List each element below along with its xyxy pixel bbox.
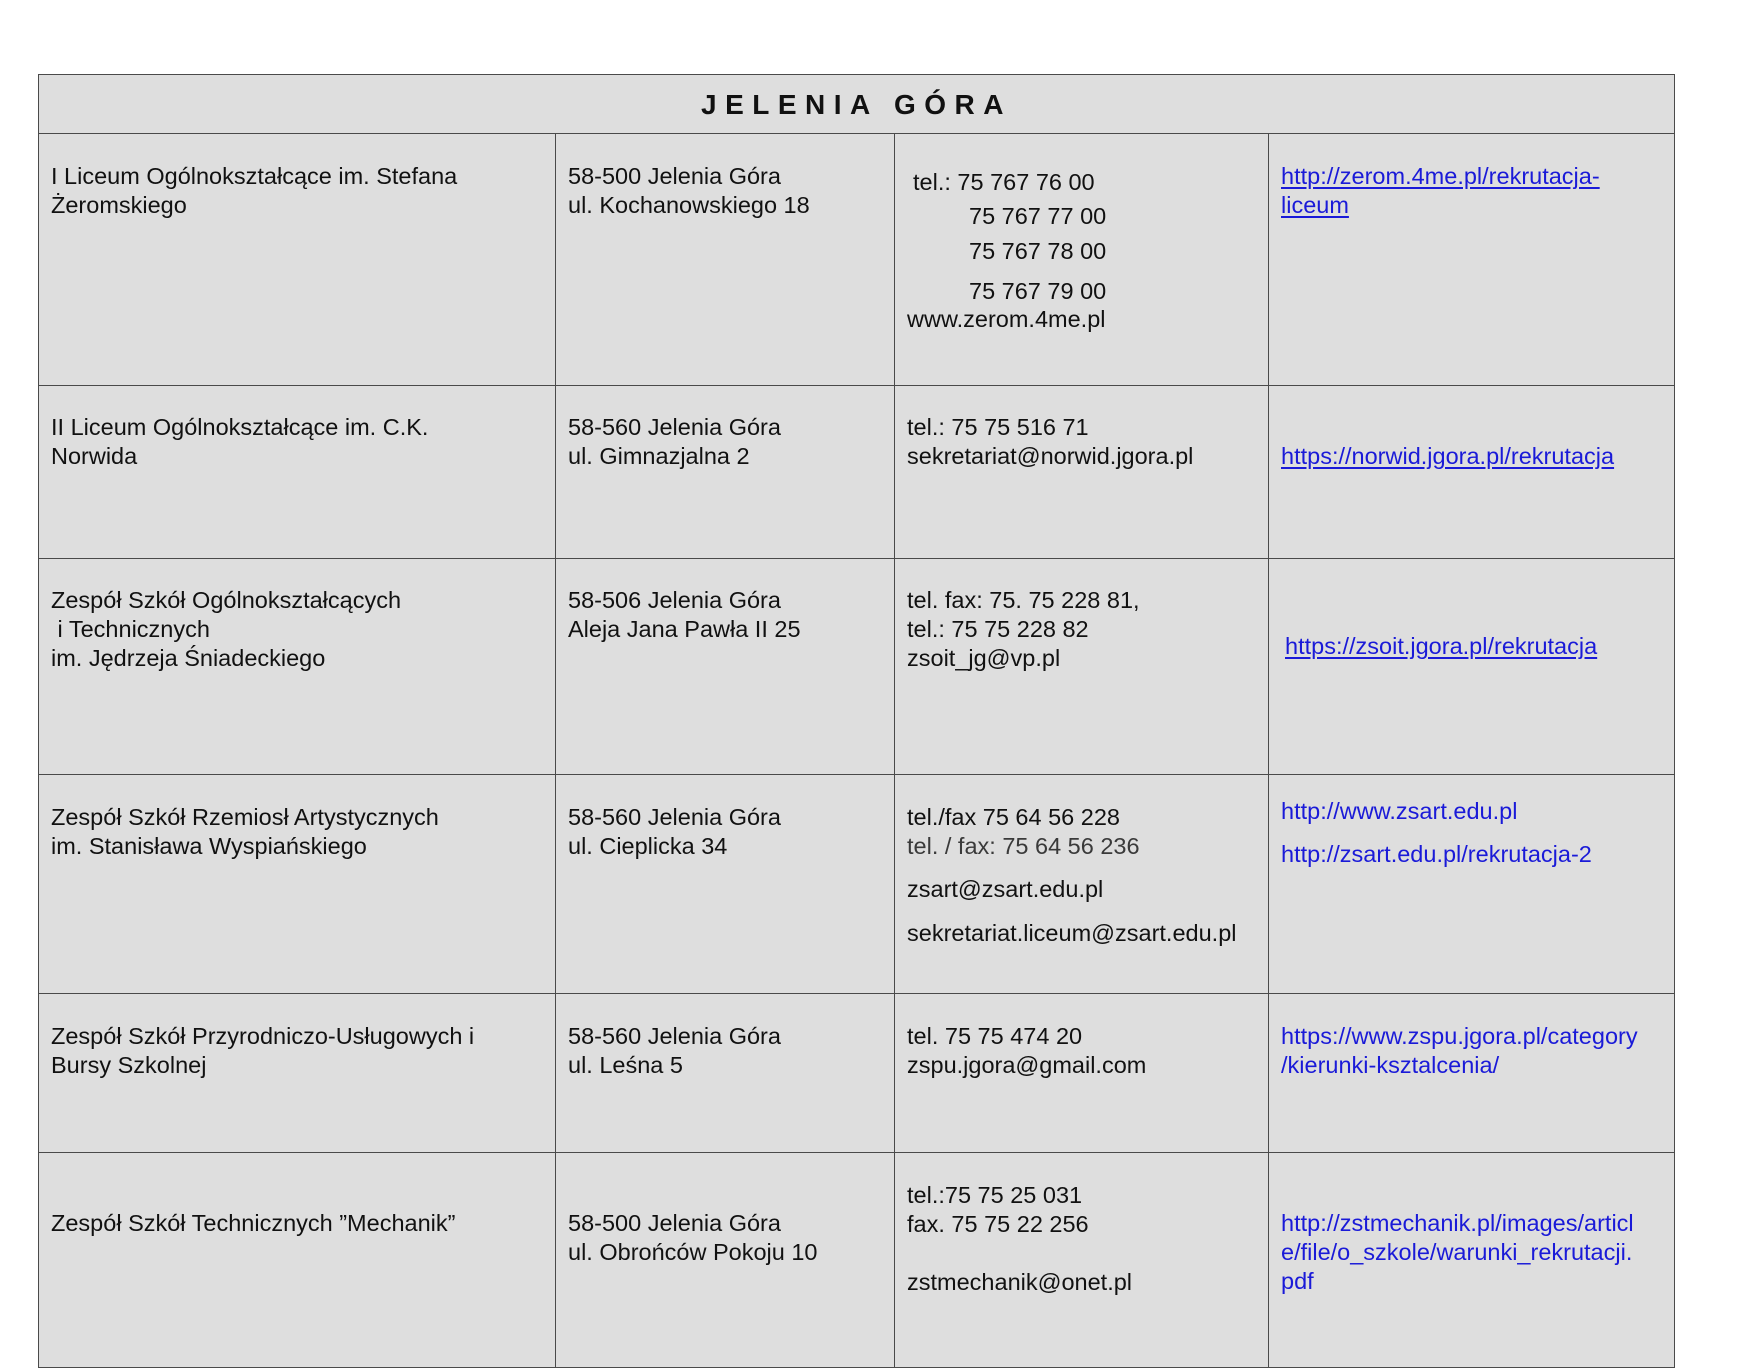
recruitment-link[interactable]: https://zsoit.jgora.pl/rekrutacja — [1285, 633, 1598, 659]
school-name-line: Norwida — [51, 443, 138, 469]
contact-cell — [895, 775, 1269, 994]
address-line: ul. Cieplicka 34 — [568, 833, 728, 859]
phone-number: 75 767 79 00 — [969, 278, 1107, 304]
link-cell — [1269, 775, 1675, 994]
address-cell — [556, 559, 895, 775]
phone-number: tel.:75 75 25 031 — [907, 1182, 1083, 1208]
contact-cell — [895, 386, 1269, 559]
table-title: JELENIA GÓRA — [39, 75, 1675, 134]
school-name-line: im. Stanisława Wyspiańskiego — [51, 833, 367, 859]
fax-number: fax. 75 75 22 256 — [907, 1211, 1089, 1237]
email-text: zsart@zsart.edu.pl — [907, 876, 1104, 902]
phone-number: tel.: 75 75 516 71 — [907, 414, 1089, 440]
email-text: zstmechanik@onet.pl — [907, 1269, 1133, 1295]
address-cell — [556, 994, 895, 1153]
link-cell — [1269, 994, 1675, 1153]
address-line: ul. Kochanowskiego 18 — [568, 192, 810, 218]
address-cell — [556, 386, 895, 559]
phone-number: tel.: 75 767 76 00 — [913, 169, 1095, 195]
contact-cell — [895, 134, 1269, 386]
address-line: ul. Leśna 5 — [568, 1052, 683, 1078]
email-text: zsoit_jg@vp.pl — [907, 645, 1061, 671]
school-name-cell — [39, 134, 556, 386]
school-name-line: I Liceum Ogólnokształcące im. Stefana — [51, 163, 458, 189]
address-cell — [556, 1153, 895, 1368]
link-cell — [1269, 559, 1675, 775]
address-line: 58-500 Jelenia Góra — [568, 1210, 781, 1236]
phone-number: 75 767 77 00 — [969, 203, 1107, 229]
school-name-line: Zespół Szkół Ogólnokształcących — [51, 587, 402, 613]
link-cell — [1269, 1153, 1675, 1368]
address-line: 58-500 Jelenia Góra — [568, 163, 781, 189]
fax-number: tel./fax 75 64 56 228 — [907, 804, 1120, 830]
recruitment-link[interactable]: https://www.zspu.jgora.pl/category — [1281, 1023, 1638, 1049]
email-text: zspu.jgora@gmail.com — [907, 1052, 1147, 1078]
table-row — [39, 134, 1675, 386]
school-name-line: Bursy Szkolnej — [51, 1052, 207, 1078]
contact-cell — [895, 994, 1269, 1153]
address-line: ul. Gimnazjalna 2 — [568, 443, 750, 469]
fax-number: tel. fax: 75. 75 228 81, — [907, 587, 1140, 613]
address-line: Aleja Jana Pawła II 25 — [568, 616, 801, 642]
address-line: 58-560 Jelenia Góra — [568, 1023, 781, 1049]
contact-cell — [895, 559, 1269, 775]
contact-cell — [895, 1153, 1269, 1368]
school-name-cell — [39, 559, 556, 775]
school-name-line: i Technicznych — [51, 616, 210, 642]
phone-number: 75 767 78 00 — [969, 238, 1107, 264]
link-cell — [1269, 386, 1675, 559]
school-name-line: im. Jędrzeja Śniadeckiego — [51, 645, 326, 671]
school-name-cell — [39, 994, 556, 1153]
recruitment-link[interactable]: pdf — [1281, 1268, 1314, 1294]
email-text: sekretariat.liceum@zsart.edu.pl — [907, 920, 1237, 946]
address-line: ul. Obrońców Pokoju 10 — [568, 1239, 818, 1265]
recruitment-link[interactable]: e/file/o_szkole/warunki_rekrutacji. — [1281, 1239, 1633, 1265]
fax-number: tel. / fax: 75 64 56 236 — [907, 833, 1140, 859]
recruitment-link[interactable]: http://zsart.edu.pl/rekrutacja-2 — [1281, 841, 1592, 867]
website-link[interactable]: http://www.zsart.edu.pl — [1281, 798, 1518, 824]
school-name-line: Zespół Szkół Przyrodniczo-Usługowych i — [51, 1023, 475, 1049]
school-name-cell — [39, 386, 556, 559]
school-name-cell — [39, 775, 556, 994]
recruitment-link[interactable]: http://zerom.4me.pl/rekrutacja- — [1281, 163, 1600, 189]
table-row — [39, 994, 1675, 1153]
address-cell — [556, 775, 895, 994]
table-row — [39, 559, 1675, 775]
recruitment-link[interactable]: /kierunki-ksztalcenia/ — [1281, 1052, 1500, 1078]
recruitment-link[interactable]: https://norwid.jgora.pl/rekrutacja — [1281, 443, 1615, 469]
school-name-line: Zespół Szkół Technicznych ”Mechanik” — [51, 1210, 456, 1236]
school-name-line: II Liceum Ogólnokształcące im. C.K. — [51, 414, 429, 440]
recruitment-link[interactable]: liceum — [1281, 192, 1349, 218]
address-line: 58-506 Jelenia Góra — [568, 587, 781, 613]
recruitment-link[interactable]: http://zstmechanik.pl/images/articl — [1281, 1210, 1634, 1236]
address-line: 58-560 Jelenia Góra — [568, 414, 781, 440]
table-row — [39, 386, 1675, 559]
school-name-cell — [39, 1153, 556, 1368]
link-cell — [1269, 134, 1675, 386]
email-text: sekretariat@norwid.jgora.pl — [907, 443, 1194, 469]
phone-number: tel.: 75 75 228 82 — [907, 616, 1089, 642]
phone-number: tel. 75 75 474 20 — [907, 1023, 1083, 1049]
table-row — [39, 1153, 1675, 1368]
address-cell — [556, 134, 895, 386]
table-row — [39, 775, 1675, 994]
website-text: www.zerom.4me.pl — [907, 306, 1106, 332]
school-name-line: Żeromskiego — [51, 192, 187, 218]
schools-table — [38, 74, 1675, 1368]
school-name-line: Zespół Szkół Rzemiosł Artystycznych — [51, 804, 439, 830]
address-line: 58-560 Jelenia Góra — [568, 804, 781, 830]
